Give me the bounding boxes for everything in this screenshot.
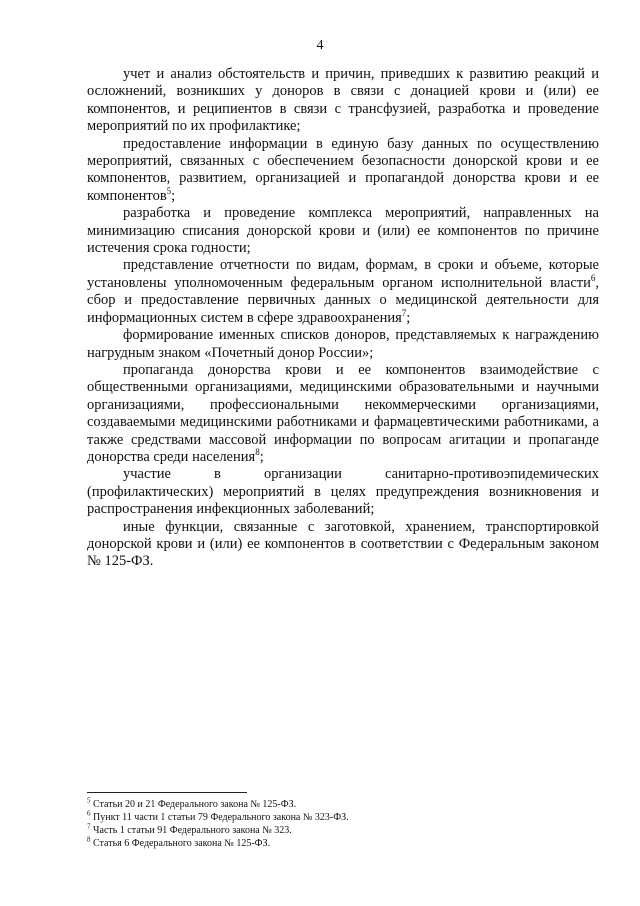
paragraph-sanitary-measures: участие в организации санитарно-противоэпидемических (профилактических) мероприятий в целях предупреждения возникновения и распространения инфекционных заболеваний; bbox=[87, 466, 599, 518]
footnote-8: $^8$ Статья 6 Федерального закона № 125-ФЗ. bbox=[87, 835, 271, 849]
paragraph-reporting: представление отчетности по видам, формам, в сроки и объеме, которые установлены уполномоченным федеральным органом исполнительной власти$^6$, сбор и предоставление первичных данных о медицинской деятельности для информационных систем в сфере здравоохранения$^7$; bbox=[87, 257, 599, 326]
footnote-ref-8: 8 bbox=[255, 447, 260, 458]
page-number: 4 bbox=[316, 38, 324, 53]
footnote-5: $^5$ Статьи 20 и 21 Федерального закона № 125-ФЗ. bbox=[87, 796, 297, 810]
paragraph-donor-reactions: учет и анализ обстоятельств и причин, приведших к развитию реакций и осложнений, возникших у доноров в связи с донацией крови и (или) ее компонентов, и реципиентов в связи с трансфузией, разработка и проведение мероприятий по их профилактике; bbox=[87, 66, 599, 135]
footnote-ref-6: 6 bbox=[590, 273, 596, 284]
footnote-6: $^6$ Пункт 11 части 1 статьи 79 Федерального закона № 323-ФЗ. bbox=[87, 809, 349, 823]
footnote-ref-7: 7 bbox=[401, 307, 407, 318]
footnote-7: $^7$ Часть 1 статьи 91 Федерального закона № 323. bbox=[87, 822, 292, 836]
footnote-ref-5: 5 bbox=[166, 186, 172, 197]
body-text bbox=[87, 66, 599, 571]
paragraph-honorary-donor-lists: формирование именных списков доноров, представляемых к награждению нагрудным знаком «Почетный донор России»; bbox=[87, 327, 599, 361]
paragraph-write-off-minimization: разработка и проведение комплекса мероприятий, направленных на минимизацию списания донорской крови и (или) ее компонентов по причине истечения срока годности; bbox=[87, 205, 599, 257]
paragraph-donation-propaganda: пропаганда донорства крови и ее компонентов взаимодействие с общественными организациями, медицинскими образовательными и научными организациями, профессиональными некоммерческими организациями, создаваемыми медицинскими работниками и фармацевтическими работниками, а также средствами массовой информации по вопросам агитации и пропаганде донорства среди населения$^8$; bbox=[87, 361, 599, 465]
footnotes bbox=[87, 798, 587, 850]
paragraph-database-info: предоставление информации в единую базу данных по осуществлению мероприятий, связанных с обеспечением безопасности донорской крови и ее компонентов, развитием, организацией и пропагандой донорства крови и ее компонентов$^5$; bbox=[87, 135, 599, 204]
footnote-separator bbox=[87, 792, 247, 793]
paragraph-other-functions: иные функции, связанные с заготовкой, хранением, транспортировкой донорской крови и (или) ее компонентов в соответствии с Федеральным законом № 125-ФЗ. bbox=[87, 518, 599, 570]
